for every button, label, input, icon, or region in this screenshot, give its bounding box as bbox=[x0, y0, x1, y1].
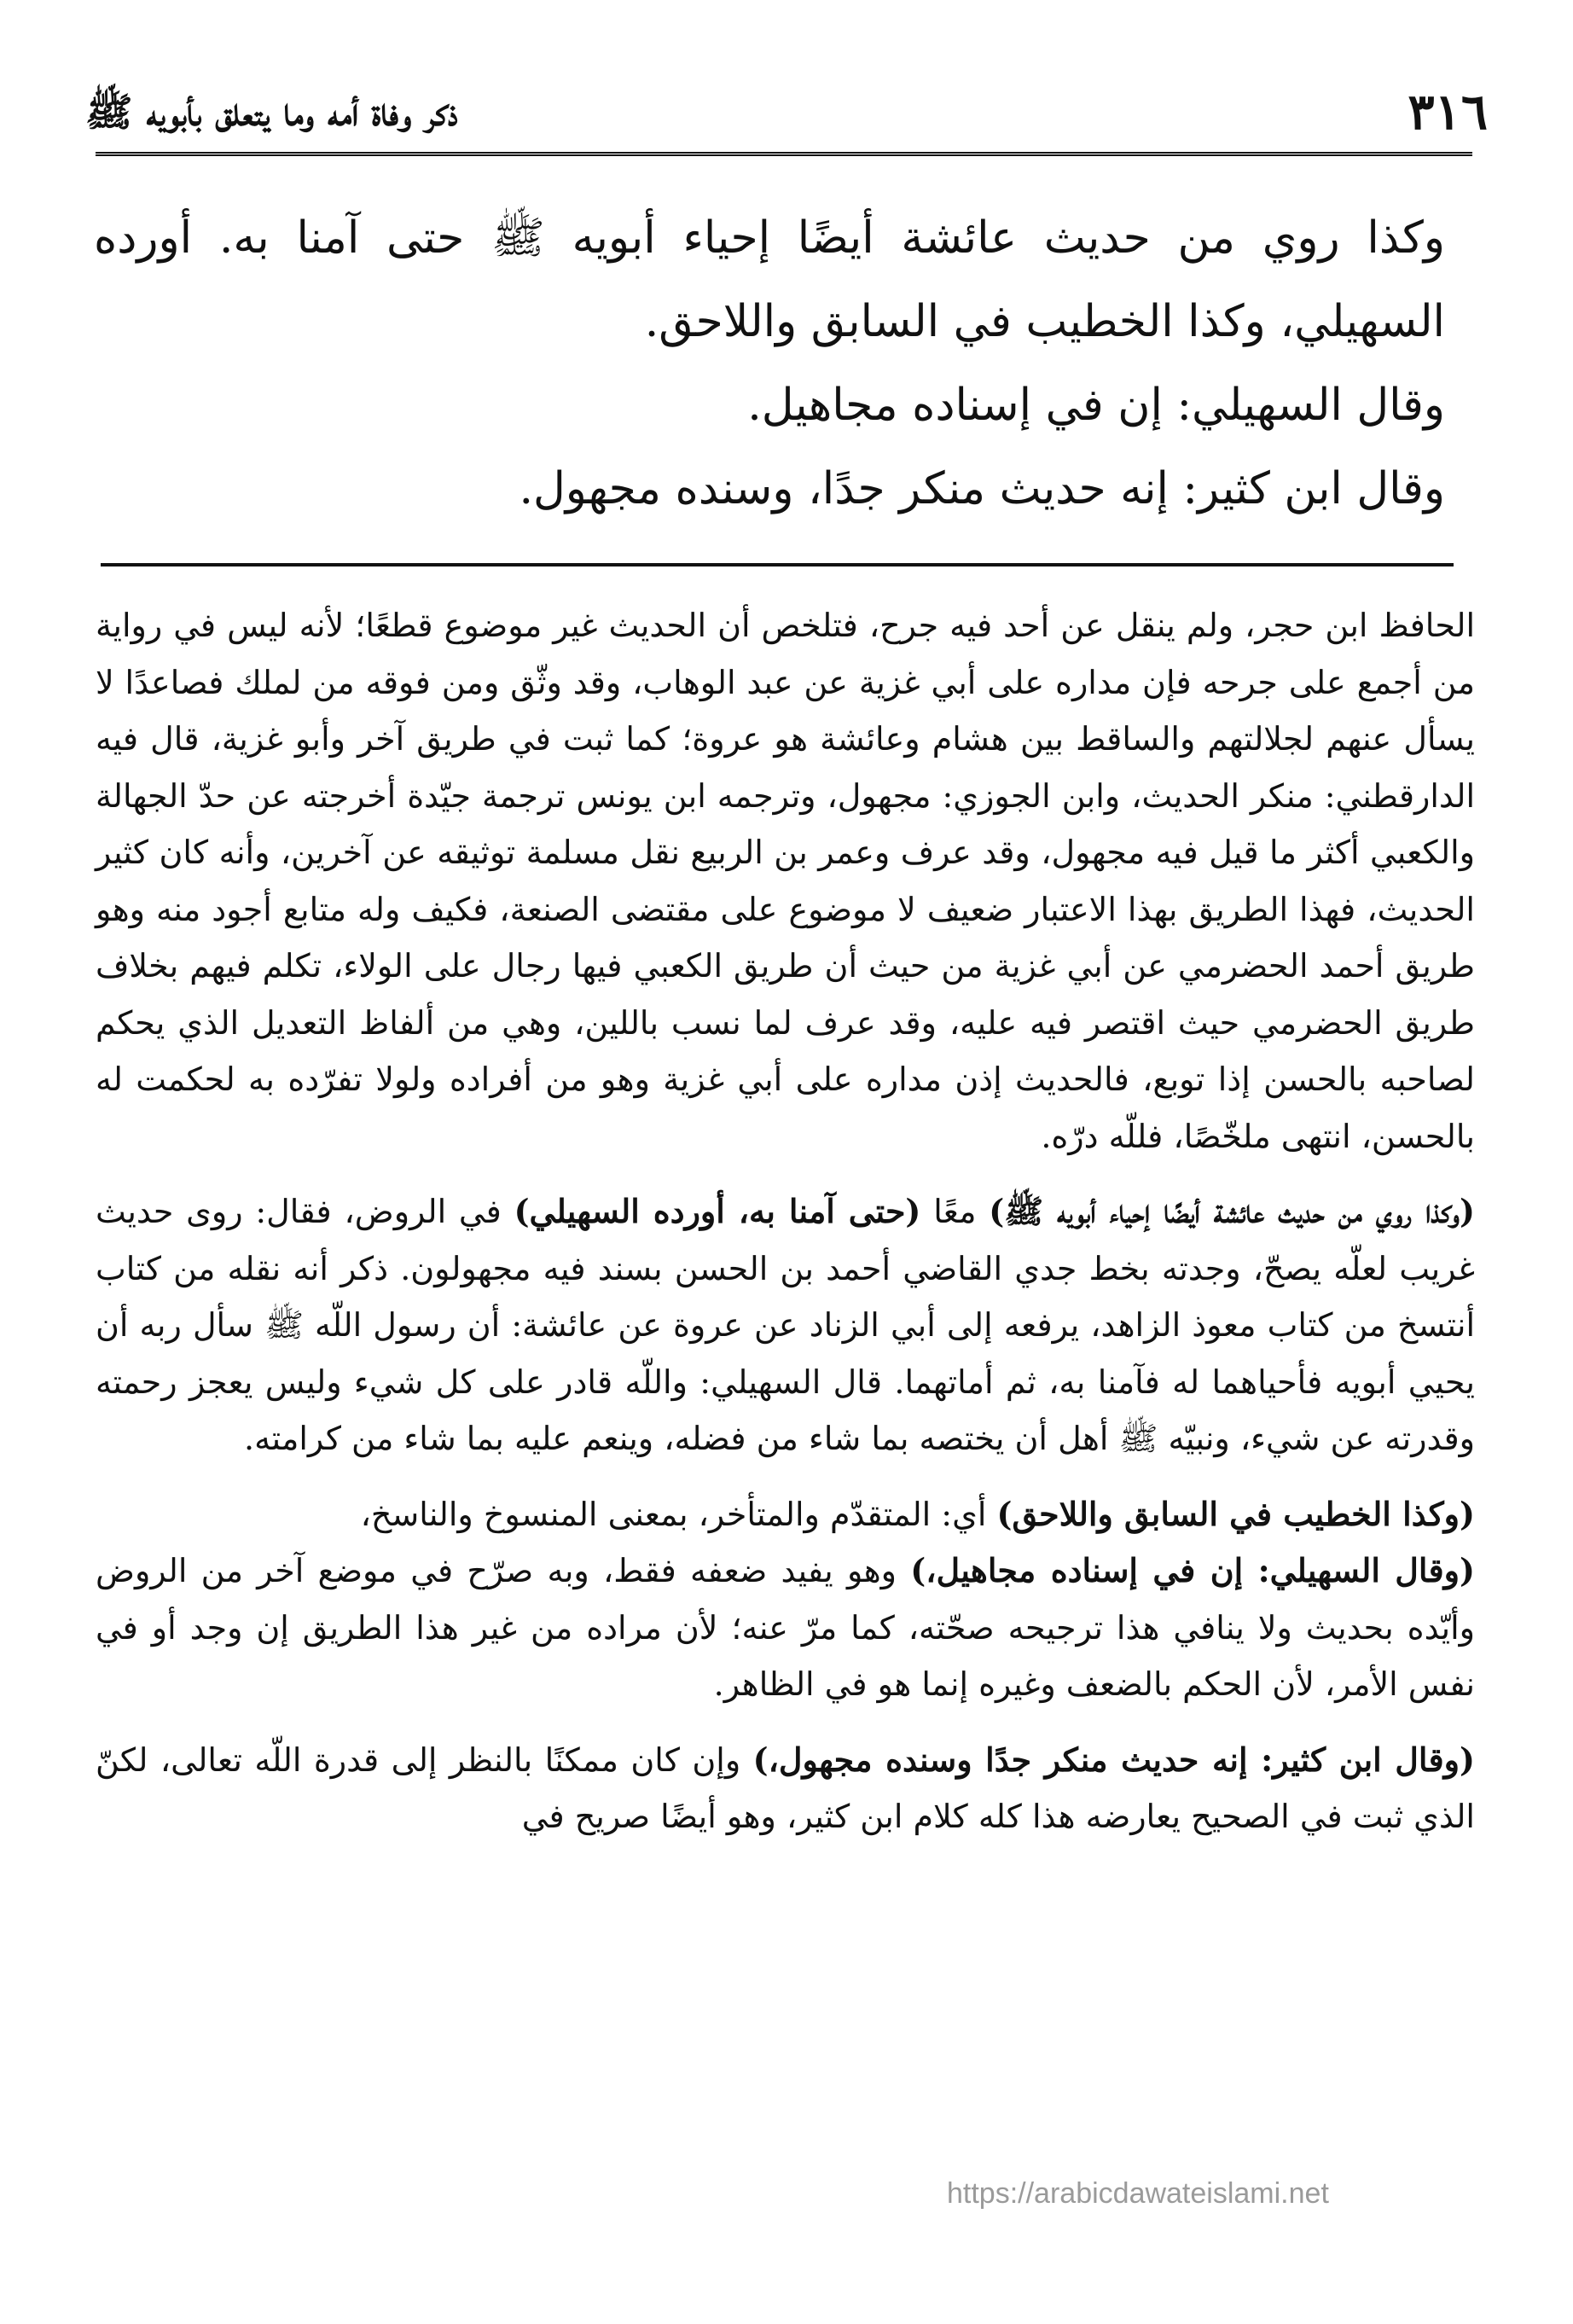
main-paragraph: وقال السهيلي: إن في إسناده مجاهيل. bbox=[747, 380, 1445, 431]
commentary bbox=[96, 597, 1475, 1864]
commentary-text: أي: المتقدّم والمتأخر، بمعنى المنسوخ والناسخ، bbox=[360, 1495, 997, 1533]
commentary-paragraph bbox=[96, 1732, 1475, 1845]
main-paragraph: وقال ابن كثير: إنه حديث منكر جدًا، وسنده مجهول. bbox=[519, 463, 1445, 514]
commentary-text: وإن كان ممكنًا بالنظر إلى قدرة اللّه تعالى، لكنّ الذي ثبت في الصحيح يعارضه هذا كله كلام ابن كثير، وهو أيضًا صريح في bbox=[96, 1740, 1475, 1835]
commentary-paragraph bbox=[96, 1543, 1475, 1713]
section-separator bbox=[101, 563, 1454, 566]
commentary-text: معًا bbox=[920, 1193, 990, 1230]
quoted-text: (وكذا روي من حديث عائشة أيضًا إحياء أبويه ﷺ) bbox=[989, 1192, 1475, 1230]
main-text bbox=[94, 196, 1445, 531]
quoted-text: (وكذا الخطيب في السابق واللاحق) bbox=[996, 1494, 1475, 1533]
commentary-text: وهو يفيد ضعفه فقط، وبه صرّح في موضع آخر من الروض وأيّده بحديث ولا ينافي هذا ترجيحه صحّته، كما مرّ عنه؛ لأن مراده من غير هذا الطريق إن وجد أو في نفس الأمر، لأن الحكم بالضعف وغيره إنما هو في الظاهر. bbox=[96, 1552, 1475, 1703]
commentary-paragraph: الحافظ ابن حجر، ولم ينقل عن أحد فيه جرح، فتلخص أن الحديث غير موضوع قطعًا؛ لأنه ليس في رواية من أجمع على جرحه فإن مداره على أبي غزية عن عبد الوهاب، وقد وثّق ومن فوقه من لملك فصاعدًا لا يسأل عنهم لجلالتهم والساقط بين هشام وعائشة هو عروة؛ كما ثبت في طريق آخر وأبو غزية، قال فيه الدارقطني: منكر الحديث، وابن الجوزي: مجهول، وترجمه ابن يونس ترجمة جيّدة أخرجته عن حدّ الجهالة والكعبي أكثر ما قيل فيه مجهول، وقد عرف وعمر بن الربيع نقل مسلمة توثيقه عن آخرين، وأنه كان كثير الحديث، فهذا الطريق بهذا الاعتبار ضعيف لا موضوع على مقتضى الصنعة، فكيف وله متابع أجود منه وهو طريق أحمد الحضرمي عن أبي غزية من حيث أن طريق الكعبي فيها رجال على الولاء، تكلم فيهم بخلاف طريق الحضرمي حيث اقتصر فيه عليه، وقد عرف لما نسب باللين، وهي من ألفاظ التعديل الذي يحكم لصاحبه بالحسن إذا توبع، فالحديث إذن مداره على أبي غزية وهو من أفراده ولولا تفرّده به لحكمت له بالحسن، انتهى ملخّصًا، فللّه درّه. bbox=[96, 607, 1475, 1155]
commentary-text: في الروض، فقال: روى حديث غريب لعلّه يصحّ، وجدته بخط جدي القاضي أحمد بن الحسن بسند فيه مجهولون. ذكر أنه نقله من كتاب أنتسخ من كتاب معوذ الزاهد، يرفعه إلى أبي الزناد عن عروة عن عائشة: أن رسول اللّه ﷺ سأل ربه أن يحيي أبويه فأحياهما له فآمنا به، ثم أماتهما. قال السهيلي: واللّه قادر على كل شيء وليس يعجز رحمته وقدرته عن شيء، ونبيّه ﷺ أهل أن يختصه بما شاء من فضله، وينعم عليه بما شاء من كرامته. bbox=[96, 1193, 1475, 1457]
main-paragraph: وكذا روي من حديث عائشة أيضًا إحياء أبويه ﷺ حتى آمنا به. أورده السهيلي، وكذا الخطيب في السابق واللاحق. bbox=[94, 212, 1445, 347]
running-title: ذكر وفاة أمه وما يتعلق بأبويه ﷺ bbox=[85, 89, 458, 135]
quoted-text: (وقال السهيلي: إن في إسناده مجاهيل،) bbox=[910, 1551, 1475, 1589]
commentary-paragraph bbox=[96, 1486, 1475, 1543]
watermark-url: https://arabicdawateislami.net bbox=[947, 2177, 1329, 2210]
commentary-paragraph bbox=[96, 1183, 1475, 1467]
page-number: ٣١٦ bbox=[1408, 83, 1488, 141]
quoted-text: (وقال ابن كثير: إنه حديث منكر جدًا وسنده مجهول،) bbox=[752, 1740, 1475, 1779]
page-header bbox=[85, 82, 1488, 142]
quoted-text: (حتى آمنا به، أورده السهيلي) bbox=[514, 1192, 921, 1230]
header-rule bbox=[96, 152, 1472, 156]
